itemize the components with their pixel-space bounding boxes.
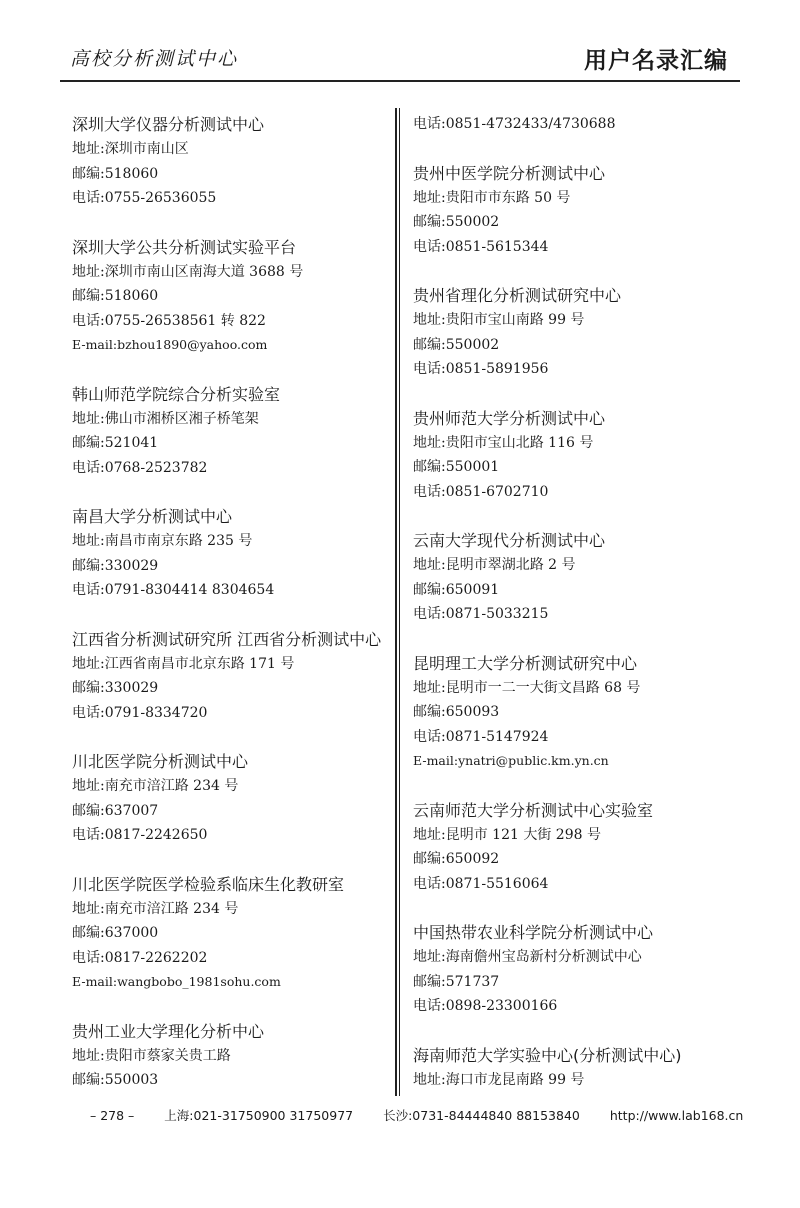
institution-name: 贵州中医学院分析测试中心 xyxy=(413,163,606,183)
institution-name: 贵州师范大学分析测试中心 xyxy=(413,408,606,428)
directory-entry xyxy=(72,1019,392,1093)
phone-line: 电话:0851-5891956 xyxy=(413,361,549,377)
phone-line: 电话:0768-2523782 xyxy=(72,459,208,476)
institution-name: 川北医学院医学检验系临床生化教研室 xyxy=(72,874,345,894)
directory-entry xyxy=(413,651,733,774)
address-line: 地址:南昌市南京东路 235 号 xyxy=(72,533,253,549)
institution-name: 贵州工业大学理化分析中心 xyxy=(72,1021,265,1041)
postcode-line: 邮编:550003 xyxy=(72,1072,159,1088)
directory-entry xyxy=(72,504,392,603)
postcode-line: 邮编:637007 xyxy=(72,802,159,819)
address-line: 地址:海南儋州宝岛新村分析测试中心 xyxy=(413,949,642,965)
address-line: 地址:贵阳市蔡家关贵工路 xyxy=(72,1047,231,1064)
address-line: 地址:贵阳市宝山北路 116 号 xyxy=(413,434,594,451)
phone-line: 电话:0851-4732433/4730688 xyxy=(413,116,616,132)
postcode-line: 邮编:571737 xyxy=(413,973,500,990)
phone-line: 电话:0851-5615344 xyxy=(413,238,549,255)
postcode-line: 邮编:650093 xyxy=(413,704,500,720)
address-line: 地址:昆明市 121 大街 298 号 xyxy=(413,826,601,843)
phone-line: 电话:0791-8334720 xyxy=(72,704,208,721)
institution-name: 昆明理工大学分析测试研究中心 xyxy=(413,653,638,673)
column-divider xyxy=(395,108,400,1096)
page-footer xyxy=(90,1106,743,1124)
postcode-line: 邮编:550001 xyxy=(413,459,500,475)
phone-line: 电话:0755-26536055 xyxy=(72,190,217,206)
institution-name: 南昌大学分析测试中心 xyxy=(72,507,233,526)
institution-name: 云南师范大学分析测试中心实验室 xyxy=(413,800,654,820)
address-line: 地址:佛山市湘桥区湘子桥笔架 xyxy=(72,410,259,427)
running-header-right: 用户名录汇编 xyxy=(584,48,728,74)
phone-line: 电话:0851-6702710 xyxy=(413,483,549,500)
address-line: 地址:深圳市南山区南海大道 3688 号 xyxy=(72,263,304,280)
institution-name: 云南大学现代分析测试中心 xyxy=(413,531,606,550)
phone-line: 电话:0871-5147924 xyxy=(413,728,549,745)
address-line: 地址:海口市龙昆南路 99 号 xyxy=(413,1071,585,1088)
phone-line: 电话:0871-5033215 xyxy=(413,606,549,622)
postcode-line: 邮编:518060 xyxy=(72,288,159,304)
institution-name: 中国热带农业科学院分析测试中心 xyxy=(413,923,654,942)
running-header-left: 高校分析测试中心 xyxy=(70,48,239,70)
footer-shanghai: 上海:021-31750900 31750977 xyxy=(164,1108,354,1123)
postcode-line: 邮编:518060 xyxy=(72,165,159,182)
institution-name: 海南师范大学实验中心(分析测试中心) xyxy=(413,1045,682,1065)
address-line: 地址:贵阳市市东路 50 号 xyxy=(413,189,571,206)
address-line: 地址:贵阳市宝山南路 99 号 xyxy=(413,312,585,328)
directory-entry xyxy=(413,798,733,897)
institution-name: 贵州省理化分析测试研究中心 xyxy=(413,286,622,305)
directory-entry xyxy=(413,1043,733,1093)
postcode-line: 邮编:550002 xyxy=(413,214,500,230)
address-line: 地址:昆明市一二一大街文昌路 68 号 xyxy=(413,679,641,696)
directory-entry xyxy=(413,283,733,382)
postcode-line: 邮编:650091 xyxy=(413,581,500,598)
postcode-line: 邮编:650092 xyxy=(413,851,500,867)
directory-entry xyxy=(72,872,392,995)
right-column xyxy=(413,112,733,1116)
postcode-line: 邮编:637000 xyxy=(72,925,159,941)
directory-entry xyxy=(72,235,392,358)
postcode-line: 邮编:330029 xyxy=(72,557,159,574)
phone-line: 电话:0791-8304414 8304654 xyxy=(72,582,275,598)
directory-entry xyxy=(413,406,733,505)
directory-entry xyxy=(72,382,392,481)
institution-name: 深圳大学公共分析测试实验平台 xyxy=(72,237,297,257)
phone-line: 电话:0871-5516064 xyxy=(413,875,549,892)
email-line: E-mail:ynatri@public.km.yn.cn xyxy=(413,753,609,768)
phone-line: 电话:0755-26538561 转 822 xyxy=(72,312,266,329)
postcode-line: 邮编:550002 xyxy=(413,336,500,353)
postcode-line: 邮编:521041 xyxy=(72,435,159,451)
address-line: 地址:南充市涪江路 234 号 xyxy=(72,900,239,917)
address-line: 地址:江西省南昌市北京东路 171 号 xyxy=(72,655,295,672)
directory-entry xyxy=(413,161,733,260)
address-line: 地址:深圳市南山区 xyxy=(72,141,189,157)
institution-name: 江西省分析测试研究所 江西省分析测试中心 xyxy=(72,629,382,649)
directory-entry xyxy=(72,627,392,726)
footer-website[interactable]: http://www.lab168.cn xyxy=(609,1108,744,1123)
footer-changsha: 长沙:0731-84444840 88153840 xyxy=(383,1108,580,1123)
phone-line: 电话:0817-2242650 xyxy=(72,827,208,843)
institution-name: 川北医学院分析测试中心 xyxy=(72,752,249,771)
postcode-line: 邮编:330029 xyxy=(72,680,159,696)
phone-line: 电话:0898-23300166 xyxy=(413,998,558,1014)
directory-entry xyxy=(413,112,733,137)
email-line: E-mail:wangbobo_1981sohu.com xyxy=(72,974,281,989)
page-number: – 278 – xyxy=(90,1108,135,1123)
phone-line: 电话:0817-2262202 xyxy=(72,949,208,966)
email-line: E-mail:bzhou1890@yahoo.com xyxy=(72,337,268,352)
institution-name: 深圳大学仪器分析测试中心 xyxy=(72,115,265,134)
left-column xyxy=(72,112,392,1117)
header-rule xyxy=(60,80,740,82)
directory-entry xyxy=(72,749,392,848)
address-line: 地址:南充市涪江路 234 号 xyxy=(72,778,239,794)
address-line: 地址:昆明市翠湖北路 2 号 xyxy=(413,557,576,573)
directory-entry xyxy=(413,920,733,1019)
institution-name: 韩山师范学院综合分析实验室 xyxy=(72,384,281,404)
directory-entry xyxy=(72,112,392,211)
directory-entry xyxy=(413,528,733,627)
